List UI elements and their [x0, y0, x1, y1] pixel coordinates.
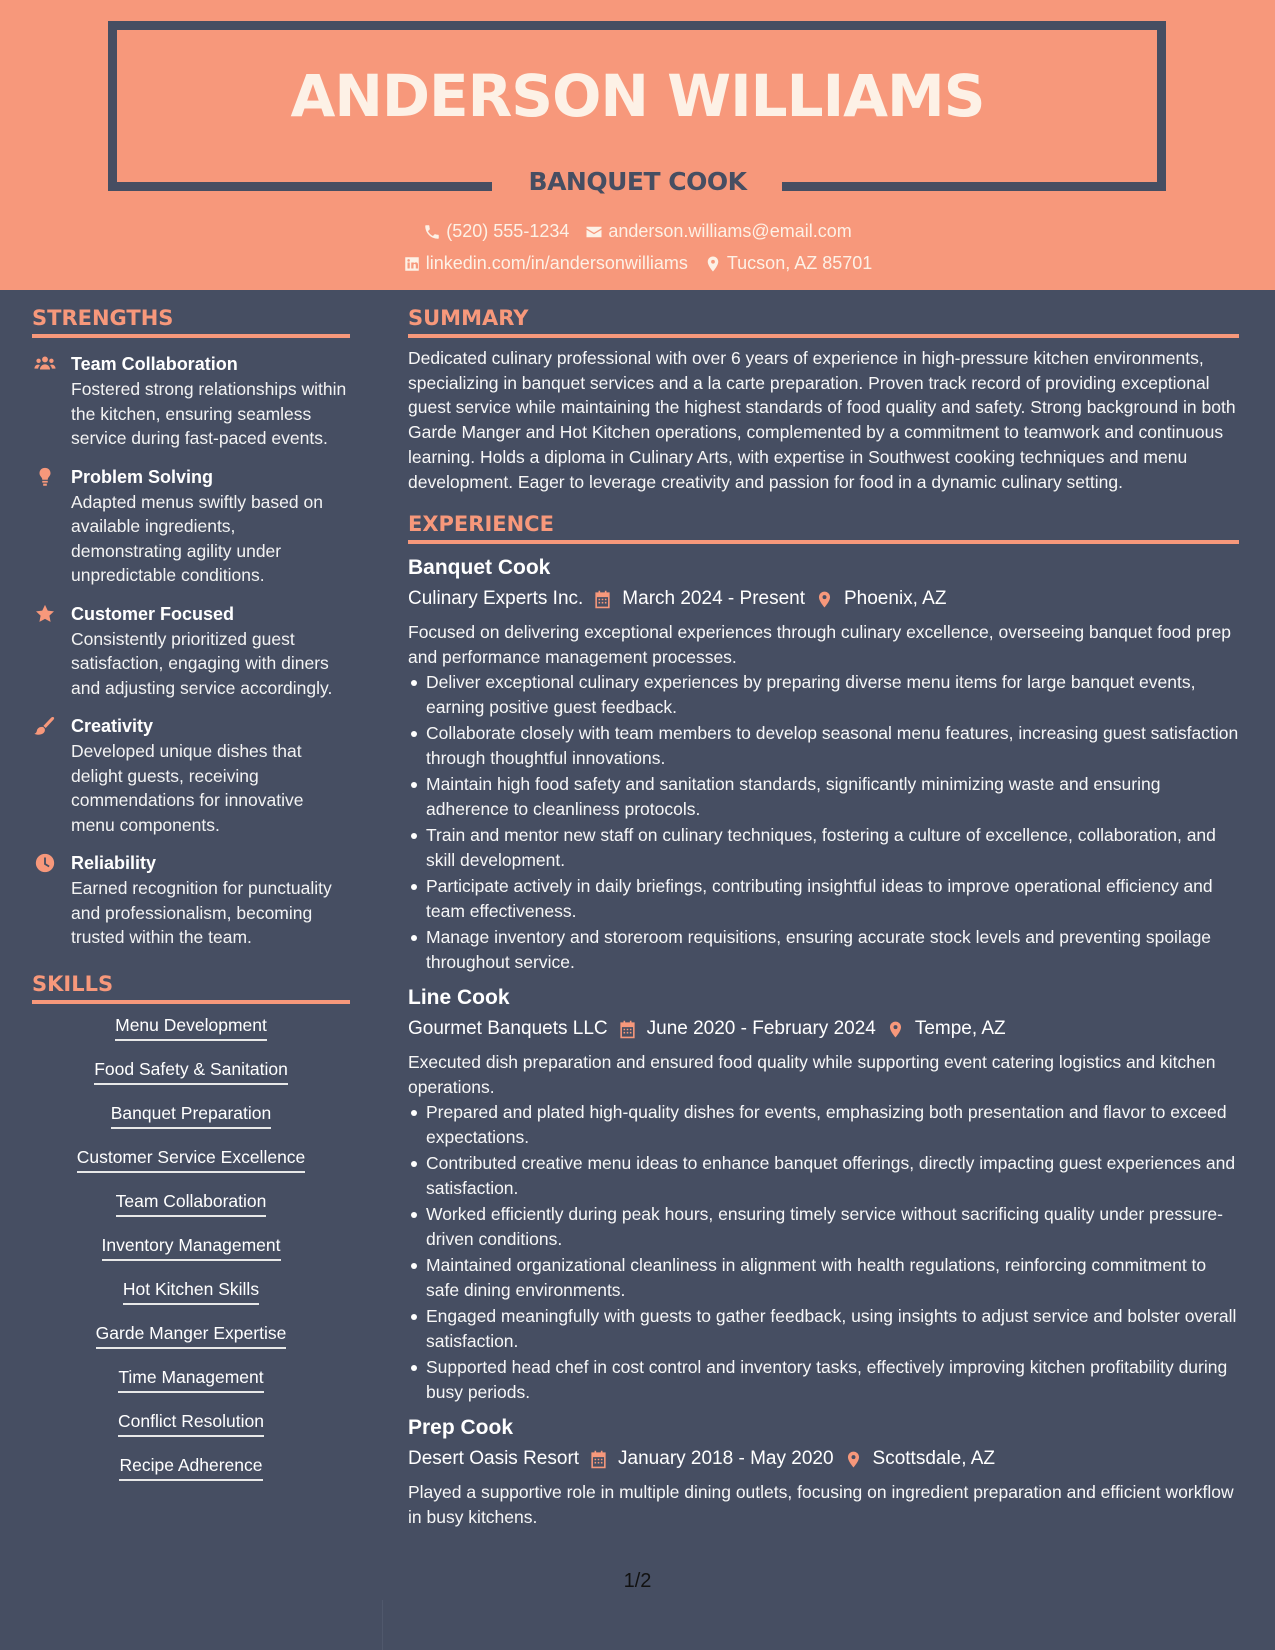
- skill-item: Hot Kitchen Skills: [123, 1278, 259, 1305]
- phone-icon: [423, 223, 441, 241]
- job-meta: [408, 1014, 1239, 1044]
- strength-item: [32, 714, 350, 837]
- skill-item: Menu Development: [115, 1014, 267, 1041]
- strength-desc: Consistently prioritized guest satisfaction, engaging with diners and adjusting service accordingly.: [71, 628, 333, 698]
- job-entry: [408, 984, 1239, 1404]
- map-pin-icon: [815, 590, 834, 609]
- strength-item: [32, 465, 350, 588]
- strength-title: Customer Focused: [71, 603, 235, 624]
- bullet-item: Maintain high food safety and sanitation standards, significantly minimizing waste and ensuring adherence to cleanliness protocols.: [408, 772, 1239, 821]
- skill-item: Team Collaboration: [116, 1190, 267, 1217]
- job-location: Tempe, AZ: [914, 1018, 1006, 1040]
- strength-title: Team Collaboration: [71, 354, 238, 374]
- skill-item: Conflict Resolution: [118, 1410, 264, 1437]
- bullet-item: Manage inventory and storeroom requisitions, ensuring accurate stock levels and preventing spoilage throughout service.: [408, 925, 1239, 974]
- strength-item: [32, 352, 350, 451]
- skill-item: Inventory Management: [102, 1234, 281, 1261]
- strength-item: [32, 851, 350, 950]
- skill-item: Time Management: [118, 1366, 263, 1393]
- skills-heading: SKILLS: [32, 972, 350, 1004]
- job-company: Culinary Experts Inc.: [408, 588, 584, 610]
- candidate-name: ANDERSON WILLIAMS: [290, 62, 985, 130]
- strength-title: Reliability: [71, 853, 157, 873]
- job-meta: [408, 1444, 1239, 1474]
- bullet-item: Engaged meaningfully with guests to gather feedback, using insights to adjust service and bolster overall satisfaction.: [408, 1304, 1239, 1353]
- strength-desc: Earned recognition for punctuality and professionalism, becoming trusted within the team.: [71, 878, 332, 947]
- skill-item: Recipe Adherence: [119, 1454, 262, 1481]
- calendar-icon: [593, 590, 612, 609]
- bullet-item: Participate actively in daily briefings, contributing insightful ideas to improve operational efficiency and team effectiveness.: [408, 874, 1239, 923]
- strength-item: [32, 602, 350, 701]
- linkedin-icon: [403, 255, 421, 273]
- job-position: Banquet Cook: [408, 556, 551, 580]
- strength-desc: Developed unique dishes that delight guests, receiving commendations for innovative menu components.: [71, 741, 304, 835]
- star-icon: [34, 604, 56, 624]
- job-entry: [408, 554, 1239, 974]
- skill-item: Banquet Preparation: [111, 1102, 272, 1129]
- map-pin-icon: [704, 255, 722, 273]
- job-description: Executed dish preparation and ensured food quality while supporting event catering logistics and kitchen operations.: [408, 1052, 1216, 1097]
- job-description: Played a supportive role in multiple dining outlets, focusing on ingredient preparation and efficient workflow in busy kitchens.: [408, 1482, 1234, 1527]
- page-number: 1/2: [623, 1570, 652, 1592]
- clock-icon: [34, 853, 56, 873]
- skills-list: [32, 1014, 350, 1498]
- job-entry: [408, 1414, 1239, 1529]
- job-company: Gourmet Banquets LLC: [408, 1018, 608, 1040]
- email-text: anderson.williams@email.com: [608, 221, 852, 241]
- summary-heading: SUMMARY: [408, 306, 1239, 338]
- bullet-item: Maintained organizational cleanliness in alignment with health regulations, reinforcing commitment to safe dining environments.: [408, 1253, 1239, 1302]
- header-band: [0, 0, 1275, 290]
- linkedin-contact[interactable]: [403, 253, 688, 274]
- right-column: [408, 306, 1239, 1529]
- bullet-item: Collaborate closely with team members to develop seasonal menu features, increasing guest satisfaction through thoughtful innovations.: [408, 721, 1239, 770]
- map-pin-icon: [844, 1450, 863, 1469]
- contact-row-1: [0, 221, 1275, 242]
- job-title: BANQUET COOK: [528, 167, 747, 196]
- strengths-heading: STRENGTHS: [32, 306, 350, 338]
- phone-contact[interactable]: [423, 221, 569, 242]
- bullet-item: Prepared and plated high-quality dishes for events, emphasizing both presentation and flavor to exceed expectations.: [408, 1100, 1239, 1149]
- email-contact[interactable]: [585, 221, 851, 242]
- phone-text: (520) 555-1234: [446, 221, 570, 241]
- bullet-item: Deliver exceptional culinary experiences by preparing diverse menu items for large banquet events, earning positive guest feedback.: [408, 670, 1239, 719]
- job-location: Scottsdale, AZ: [872, 1448, 996, 1470]
- strength-desc: Adapted menus swiftly based on available ingredients, demonstrating agility under unpredictable conditions.: [71, 491, 323, 585]
- lightbulb-icon: [34, 467, 56, 487]
- skill-item: Garde Manger Expertise: [96, 1322, 287, 1349]
- contact-row-2: [0, 253, 1275, 274]
- job-description: Focused on delivering exceptional experiences through culinary excellence, overseeing banquet food prep and performance management processes.: [408, 622, 1232, 667]
- column-divider: [382, 1600, 383, 1650]
- job-bullets: [408, 670, 1239, 974]
- job-dates: June 2020 - February 2024: [646, 1018, 876, 1040]
- brush-icon: [34, 716, 56, 736]
- skill-item: Customer Service Excellence: [77, 1146, 306, 1173]
- job-company: Desert Oasis Resort: [408, 1448, 580, 1470]
- job-dates: March 2024 - Present: [622, 588, 805, 610]
- experience-heading: EXPERIENCE: [408, 512, 1239, 544]
- map-pin-icon: [886, 1020, 905, 1039]
- left-column: [32, 306, 350, 1498]
- location-contact: [704, 253, 872, 274]
- bullet-item: Worked efficiently during peak hours, ensuring timely service without sacrificing quality under pressure-driven conditions.: [408, 1202, 1239, 1251]
- strength-title: Creativity: [71, 716, 154, 736]
- envelope-icon: [585, 223, 603, 241]
- skill-item: Food Safety & Sanitation: [94, 1058, 288, 1085]
- bullet-item: Contributed creative menu ideas to enhance banquet offerings, directly impacting guest experiences and satisfaction.: [408, 1151, 1239, 1200]
- strength-title: Problem Solving: [71, 466, 214, 487]
- job-position: Line Cook: [408, 986, 510, 1010]
- linkedin-text: linkedin.com/in/andersonwilliams: [425, 253, 688, 273]
- job-bullets: [408, 1100, 1239, 1404]
- calendar-icon: [618, 1020, 637, 1039]
- bullet-item: Train and mentor new staff on culinary techniques, fostering a culture of excellence, collaboration, and skill development.: [408, 823, 1239, 872]
- strength-desc: Fostered strong relationships within the kitchen, ensuring seamless service during fast-paced events.: [71, 379, 347, 448]
- bullet-item: Supported head chef in cost control and inventory tasks, effectively improving kitchen profitability during busy periods.: [408, 1355, 1239, 1404]
- job-meta: [408, 584, 1239, 614]
- job-position: Prep Cook: [408, 1416, 514, 1440]
- users-icon: [34, 354, 56, 374]
- calendar-icon: [589, 1450, 608, 1469]
- summary-text: Dedicated culinary professional with over 6 years of experience in high-pressure kitchen environments, specializing in banquet services and a la carte preparation. Proven track record of providing exceptional guest service while maintaining the highest standards of food quality and safety. Strong background in both Garde Manger and Hot Kitchen operations, complemented by a commitment to teamwork and continuous learning. Holds a diploma in Culinary Arts, with expertise in Southwest cooking techniques and menu development. Eager to leverage creativity and passion for food in a dynamic culinary setting.: [408, 348, 1236, 492]
- location-text: Tucson, AZ 85701: [726, 253, 873, 273]
- strengths-list: [32, 352, 350, 950]
- job-location: Phoenix, AZ: [844, 588, 947, 610]
- job-dates: January 2018 - May 2020: [618, 1448, 834, 1470]
